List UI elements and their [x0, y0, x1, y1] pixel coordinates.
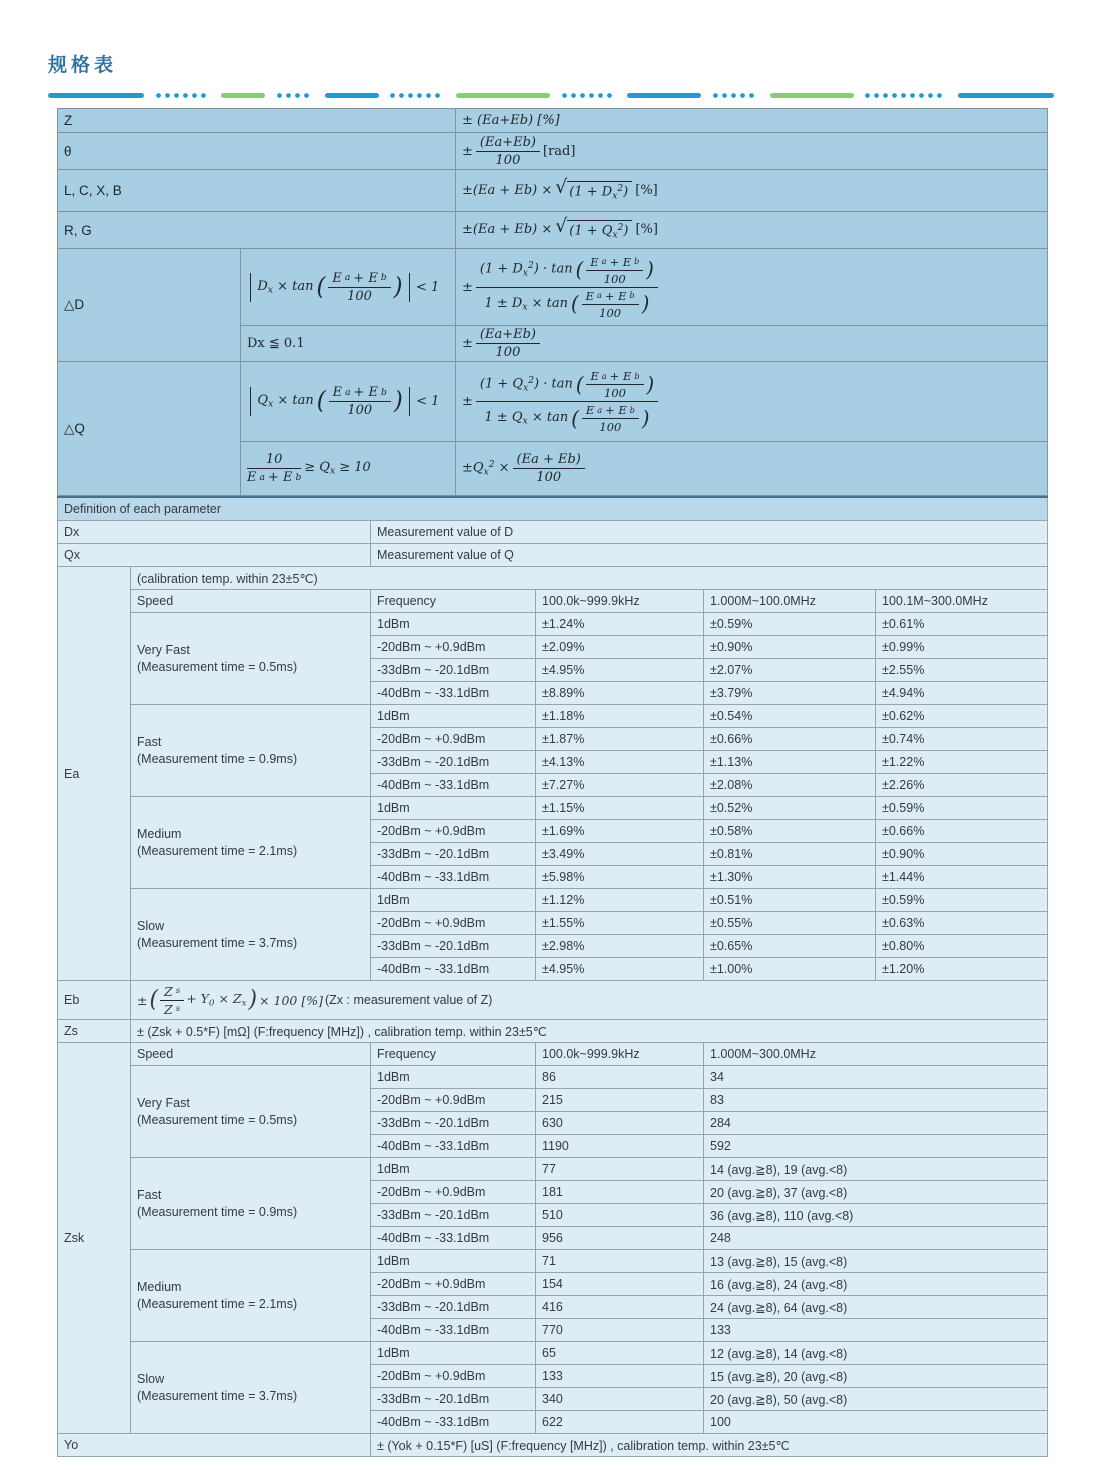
level-cell: 1dBm — [371, 613, 536, 636]
zsk-speed-medium: Medium (Measurement time = 2.1ms) — [131, 1250, 371, 1342]
value-cell: 181 — [536, 1181, 704, 1204]
zsk-speed-slow: Slow (Measurement time = 3.7ms) — [131, 1342, 371, 1434]
value-cell: 248 — [704, 1227, 1048, 1250]
value-cell: 630 — [536, 1112, 704, 1135]
value-cell: ±4.94% — [876, 682, 1048, 705]
divider-segment — [277, 93, 313, 98]
value-cell: 15 (avg.≧8), 20 (avg.<8) — [704, 1365, 1048, 1388]
value-dx: Measurement value of D — [371, 521, 1048, 544]
divider-segment — [156, 93, 210, 98]
value-cell: 36 (avg.≧8), 110 (avg.<8) — [704, 1204, 1048, 1227]
formula-zs: ± (Zsk + 0.5*F) [mΩ] (F:frequency [MHz]) , calibration temp. within 23±5℃ — [131, 1020, 1048, 1043]
value-cell: ±2.98% — [536, 935, 704, 958]
value-cell: ±0.54% — [704, 705, 876, 728]
value-cell: ±7.27% — [536, 774, 704, 797]
value-cell: ±0.59% — [876, 797, 1048, 820]
formula-rg: ±(Ea + Eb) × √ $(1 + Q_x^2)$ [%] — [456, 212, 1048, 249]
level-cell: -40dBm ~ -33.1dBm — [371, 1411, 536, 1434]
level-cell: -40dBm ~ -33.1dBm — [371, 1319, 536, 1342]
level-cell: 1dBm — [371, 705, 536, 728]
zsk-speed-fast: Fast (Measurement time = 0.9ms) — [131, 1158, 371, 1250]
level-cell: -20dBm ~ +0.9dBm — [371, 1365, 536, 1388]
value-cell: 86 — [536, 1066, 704, 1089]
value-cell: ±1.87% — [536, 728, 704, 751]
level-cell: -20dBm ~ +0.9dBm — [371, 728, 536, 751]
level-cell: -40dBm ~ -33.1dBm — [371, 1227, 536, 1250]
value-cell: 16 (avg.≧8), 24 (avg.<8) — [704, 1273, 1048, 1296]
formula-yo: ± (Yok + 0.15*F) [uS] (F:frequency [MHz]) , calibration temp. within 23±5℃ — [371, 1434, 1048, 1457]
level-cell: 1dBm — [371, 1342, 536, 1365]
param-ea: Ea — [58, 567, 131, 981]
level-cell: -40dBm ~ -33.1dBm — [371, 866, 536, 889]
level-cell: -33dBm ~ -20.1dBm — [371, 1204, 536, 1227]
value-cell: ±2.26% — [876, 774, 1048, 797]
condition-delta-d-1: $D_x \times \tan$ ( E a + E b 100 ) < 1 — [241, 249, 456, 326]
value-cell: 13 (avg.≧8), 15 (avg.<8) — [704, 1250, 1048, 1273]
param-qx: Qx — [58, 544, 371, 567]
value-cell: ±0.74% — [876, 728, 1048, 751]
level-cell: -33dBm ~ -20.1dBm — [371, 843, 536, 866]
value-cell: ±8.89% — [536, 682, 704, 705]
param-lcxb: L, C, X, B — [58, 170, 456, 212]
value-cell: 14 (avg.≧8), 19 (avg.<8) — [704, 1158, 1048, 1181]
value-cell: 71 — [536, 1250, 704, 1273]
value-cell: ±2.07% — [704, 659, 876, 682]
zsk-header-band: 1.000M~300.0MHz — [704, 1043, 1048, 1066]
level-cell: 1dBm — [371, 1158, 536, 1181]
value-cell: 20 (avg.≧8), 50 (avg.<8) — [704, 1388, 1048, 1411]
value-cell: ±0.59% — [704, 613, 876, 636]
level-cell: -40dBm ~ -33.1dBm — [371, 682, 536, 705]
ea-header-band: 100.0k~999.9kHz — [536, 590, 704, 613]
divider-segment — [456, 93, 550, 98]
value-cell: 416 — [536, 1296, 704, 1319]
level-cell: 1dBm — [371, 889, 536, 912]
value-cell: ±1.12% — [536, 889, 704, 912]
value-cell: 340 — [536, 1388, 704, 1411]
value-cell: ±0.55% — [704, 912, 876, 935]
value-cell: 34 — [704, 1066, 1048, 1089]
ea-speed-medium: Medium (Measurement time = 2.1ms) — [131, 797, 371, 889]
sqrt-radical: √ — [555, 216, 568, 238]
divider-segment — [390, 93, 444, 98]
level-cell: -33dBm ~ -20.1dBm — [371, 1296, 536, 1319]
param-rg: R, G — [58, 212, 456, 249]
level-cell: 1dBm — [371, 1250, 536, 1273]
level-cell: -40dBm ~ -33.1dBm — [371, 958, 536, 981]
formula-eb: ± ( Z s Z s + $Y_0 \times Z_x$ ) × 100 [%] (Zx : measurement value of Z) — [131, 981, 1048, 1020]
value-cell: ±1.24% — [536, 613, 704, 636]
divider-segment — [958, 93, 1054, 98]
ea-header-band: 1.000M~100.0MHz — [704, 590, 876, 613]
formula-delta-q-1: ± $(1 + Q_x^2) \cdot \tan$ ( E a + E b 100 ) $1 \pm Q_x \times \tan$ ( E a + E b 100 ) — [456, 362, 1048, 442]
value-cell: ±5.98% — [536, 866, 704, 889]
divider-segment — [627, 93, 701, 98]
level-cell: -33dBm ~ -20.1dBm — [371, 751, 536, 774]
zsk-header-band: 100.0k~999.9kHz — [536, 1043, 704, 1066]
value-cell: 154 — [536, 1273, 704, 1296]
value-cell: 510 — [536, 1204, 704, 1227]
level-cell: -33dBm ~ -20.1dBm — [371, 659, 536, 682]
value-qx: Measurement value of Q — [371, 544, 1048, 567]
value-cell: ±0.59% — [876, 889, 1048, 912]
value-cell: ±1.30% — [704, 866, 876, 889]
value-cell: 1190 — [536, 1135, 704, 1158]
level-cell: -33dBm ~ -20.1dBm — [371, 1112, 536, 1135]
value-cell: 20 (avg.≧8), 37 (avg.<8) — [704, 1181, 1048, 1204]
value-cell: 77 — [536, 1158, 704, 1181]
value-cell: ±2.08% — [704, 774, 876, 797]
value-cell: ±0.90% — [704, 636, 876, 659]
value-cell: ±1.00% — [704, 958, 876, 981]
zsk-header-frequency: Frequency — [371, 1043, 536, 1066]
value-cell: 24 (avg.≧8), 64 (avg.<8) — [704, 1296, 1048, 1319]
formula-delta-d-2: ± $\frac{(Ea+Eb)}{100}$ — [456, 326, 1048, 362]
formula-theta: ± $\frac{(Ea+Eb)}{100}$ [rad] — [456, 133, 1048, 170]
value-cell: ±1.69% — [536, 820, 704, 843]
formula-delta-q-2: $\pm Q_x^2$ × $\frac{(Ea + Eb)}{100}$ — [456, 442, 1048, 496]
value-cell: 83 — [704, 1089, 1048, 1112]
value-cell: ±0.62% — [876, 705, 1048, 728]
value-cell: ±2.55% — [876, 659, 1048, 682]
value-cell: ±1.22% — [876, 751, 1048, 774]
formula-delta-d-1: ± $(1 + D_x^2) \cdot \tan$ ( E a + E b 100 ) $1 \pm D_x \times \tan$ ( E a + E b 100 ) — [456, 249, 1048, 326]
zsk-header-speed: Speed — [131, 1043, 371, 1066]
abs-bar — [250, 273, 251, 302]
value-cell: ±1.15% — [536, 797, 704, 820]
condition-delta-q-2: 10 E a + E b ≥ $Q_x \ge 10$ — [241, 442, 456, 496]
value-cell: ±0.61% — [876, 613, 1048, 636]
abs-bar — [409, 387, 410, 416]
value-cell: ±0.66% — [704, 728, 876, 751]
value-cell: ±1.20% — [876, 958, 1048, 981]
value-cell: ±0.81% — [704, 843, 876, 866]
level-cell: -20dBm ~ +0.9dBm — [371, 1181, 536, 1204]
ea-header-band: 100.1M~300.0MHz — [876, 590, 1048, 613]
value-cell: ±1.55% — [536, 912, 704, 935]
value-cell: ±0.51% — [704, 889, 876, 912]
value-cell: ±0.52% — [704, 797, 876, 820]
value-cell: 592 — [704, 1135, 1048, 1158]
value-cell: ±2.09% — [536, 636, 704, 659]
ea-header-speed: Speed — [131, 590, 371, 613]
param-delta-q: △Q — [58, 362, 241, 496]
level-cell: -20dBm ~ +0.9dBm — [371, 1273, 536, 1296]
param-eb: Eb — [58, 981, 131, 1020]
abs-bar — [409, 273, 410, 302]
sqrt-radical: √ — [555, 176, 568, 198]
value-cell: ±1.44% — [876, 866, 1048, 889]
value-cell: ±0.58% — [704, 820, 876, 843]
zsk-speed-very-fast: Very Fast (Measurement time = 0.5ms) — [131, 1066, 371, 1158]
level-cell: -20dBm ~ +0.9dBm — [371, 1089, 536, 1112]
value-cell: ±0.99% — [876, 636, 1048, 659]
value-cell: 770 — [536, 1319, 704, 1342]
param-zsk: Zsk — [58, 1043, 131, 1434]
value-cell: 622 — [536, 1411, 704, 1434]
value-cell: ±0.90% — [876, 843, 1048, 866]
param-yo: Yo — [58, 1434, 371, 1457]
level-cell: -20dBm ~ +0.9dBm — [371, 636, 536, 659]
divider-segment — [865, 93, 946, 98]
abs-bar — [250, 387, 251, 416]
level-cell: -33dBm ~ -20.1dBm — [371, 1388, 536, 1411]
value-cell: ±4.13% — [536, 751, 704, 774]
value-cell: ±1.18% — [536, 705, 704, 728]
level-cell: 1dBm — [371, 1066, 536, 1089]
page-title: 规格表 — [48, 55, 118, 76]
level-cell: -33dBm ~ -20.1dBm — [371, 935, 536, 958]
divider-segment — [221, 93, 265, 98]
divider-segment — [770, 93, 854, 98]
level-cell: -40dBm ~ -33.1dBm — [371, 1135, 536, 1158]
value-cell: 133 — [704, 1319, 1048, 1342]
definition-header: Definition of each parameter — [58, 497, 1048, 521]
formula-z: ± (Ea+Eb) [%] — [456, 109, 1048, 133]
parameter-definition-table — [57, 496, 1048, 1457]
level-cell: -20dBm ~ +0.9dBm — [371, 912, 536, 935]
param-delta-d: △D — [58, 249, 241, 362]
value-cell: 284 — [704, 1112, 1048, 1135]
param-zs: Zs — [58, 1020, 131, 1043]
value-cell: ±0.65% — [704, 935, 876, 958]
value-cell: ±3.49% — [536, 843, 704, 866]
ea-header-frequency: Frequency — [371, 590, 536, 613]
value-cell: 956 — [536, 1227, 704, 1250]
value-cell: 215 — [536, 1089, 704, 1112]
ea-calibration-note: (calibration temp. within 23±5℃) — [131, 567, 1048, 590]
param-z: Z — [58, 109, 456, 133]
decorative-divider — [48, 92, 1054, 98]
ea-speed-very-fast: Very Fast (Measurement time = 0.5ms) — [131, 613, 371, 705]
divider-segment — [48, 93, 144, 98]
level-cell: -40dBm ~ -33.1dBm — [371, 774, 536, 797]
ea-speed-fast: Fast (Measurement time = 0.9ms) — [131, 705, 371, 797]
param-dx: Dx — [58, 521, 371, 544]
value-cell: 100 — [704, 1411, 1048, 1434]
value-cell: ±4.95% — [536, 958, 704, 981]
condition-delta-q-1: $Q_x \times \tan$ ( E a + E b 100 ) < 1 — [241, 362, 456, 442]
divider-segment — [325, 93, 379, 98]
value-cell: ±4.95% — [536, 659, 704, 682]
value-cell: 133 — [536, 1365, 704, 1388]
level-cell: -20dBm ~ +0.9dBm — [371, 820, 536, 843]
value-cell: ±1.13% — [704, 751, 876, 774]
ea-speed-slow: Slow (Measurement time = 3.7ms) — [131, 889, 371, 981]
condition-delta-d-2: Dx ≦ 0.1 — [241, 326, 456, 362]
eb-note: (Zx : measurement value of Z) — [324, 993, 493, 1007]
value-cell: ±0.80% — [876, 935, 1048, 958]
param-theta: θ — [58, 133, 456, 170]
divider-segment — [713, 93, 758, 98]
value-cell: 65 — [536, 1342, 704, 1365]
accuracy-formula-table — [57, 108, 1048, 496]
divider-segment — [562, 93, 616, 98]
value-cell: ±3.79% — [704, 682, 876, 705]
value-cell: ±0.66% — [876, 820, 1048, 843]
value-cell: 12 (avg.≧8), 14 (avg.<8) — [704, 1342, 1048, 1365]
value-cell: ±0.63% — [876, 912, 1048, 935]
level-cell: 1dBm — [371, 797, 536, 820]
formula-lcxb: ±(Ea + Eb) × √ $(1 + D_x^2)$ [%] — [456, 170, 1048, 212]
